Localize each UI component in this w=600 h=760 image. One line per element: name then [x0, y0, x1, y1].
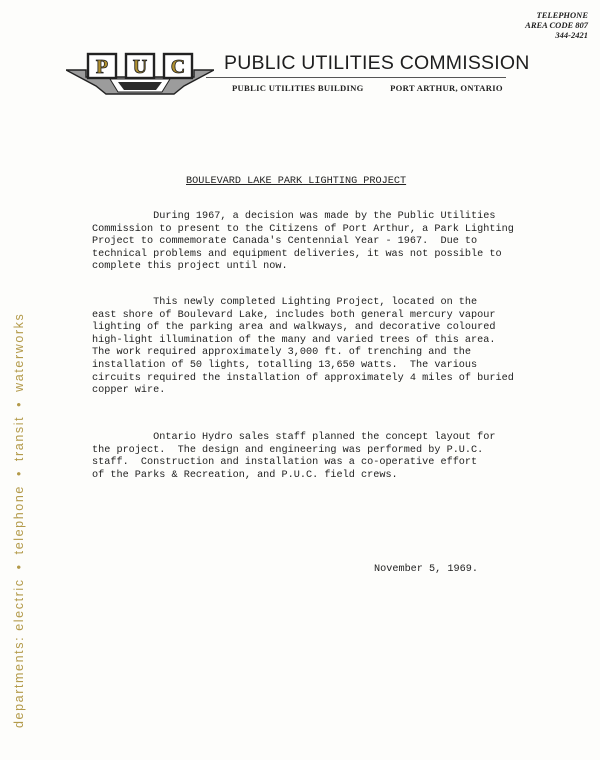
- department-telephone: telephone: [12, 485, 26, 555]
- puc-logo: [66, 46, 214, 98]
- paragraph-2: This newly completed Lighting Project, located on the east shore of Boulevard Lake, includes both general mercury vapour lighting of the parking area and walkways, and decorative coloured high-light illumination of the many and varied trees of this area. The work required approximately 3,000 ft. of trenching and the installation of 50 lights, totalling 13,650 watts. The various circuits required the installation of approximately 4 miles of buried copper wire.: [92, 297, 514, 397]
- document-title: BOULEVARD LAKE PARK LIGHTING PROJECT: [186, 176, 407, 187]
- department-waterworks: waterworks: [12, 312, 26, 392]
- department-transit: transit: [12, 415, 26, 462]
- paragraph-1: During 1967, a decision was made by the Public Utilities Commission to present to the Citizens of Port Arthur, a Park Lighting Project to commemorate Canada's Centennial Year - 1967. Due to technical problems and equipment deliveries, it was not possible to complete this project until now.: [92, 211, 514, 273]
- document-date: November 5, 1969.: [374, 564, 478, 575]
- logo-letter-c: C: [170, 56, 186, 78]
- org-address: [232, 83, 503, 93]
- bullet-separator: •: [12, 470, 26, 477]
- departments-label: departments:: [12, 635, 26, 728]
- telephone-number: 344-2421: [555, 30, 588, 40]
- area-code: AREA CODE 807: [525, 20, 588, 30]
- logo-letter-box: [164, 54, 192, 78]
- logo-letter-box: [126, 54, 154, 78]
- logo-letter-u: U: [132, 56, 148, 78]
- telephone-label: TELEPHONE: [536, 10, 588, 20]
- logo-letter-box: [88, 54, 116, 78]
- department-electric: electric: [12, 578, 26, 631]
- paragraph-3: Ontario Hydro sales staff planned the concept layout for the project. The design and engineering was performed by P.U.C. staff. Construction and installation was a co-operative effort of the Parks & Recreation, and P.U.C. field crews.: [92, 432, 496, 481]
- telephone-block: [525, 10, 588, 40]
- org-location: PORT ARTHUR, ONTARIO: [390, 83, 503, 93]
- departments-strip: [12, 313, 26, 728]
- bullet-separator: •: [12, 563, 26, 570]
- org-building: PUBLIC UTILITIES BUILDING: [232, 83, 364, 93]
- bullet-separator: •: [12, 400, 26, 407]
- letterhead-rule: [206, 77, 506, 78]
- org-name: PUBLIC UTILITIES COMMISSION: [224, 52, 530, 74]
- logo-letter-p: P: [95, 56, 109, 78]
